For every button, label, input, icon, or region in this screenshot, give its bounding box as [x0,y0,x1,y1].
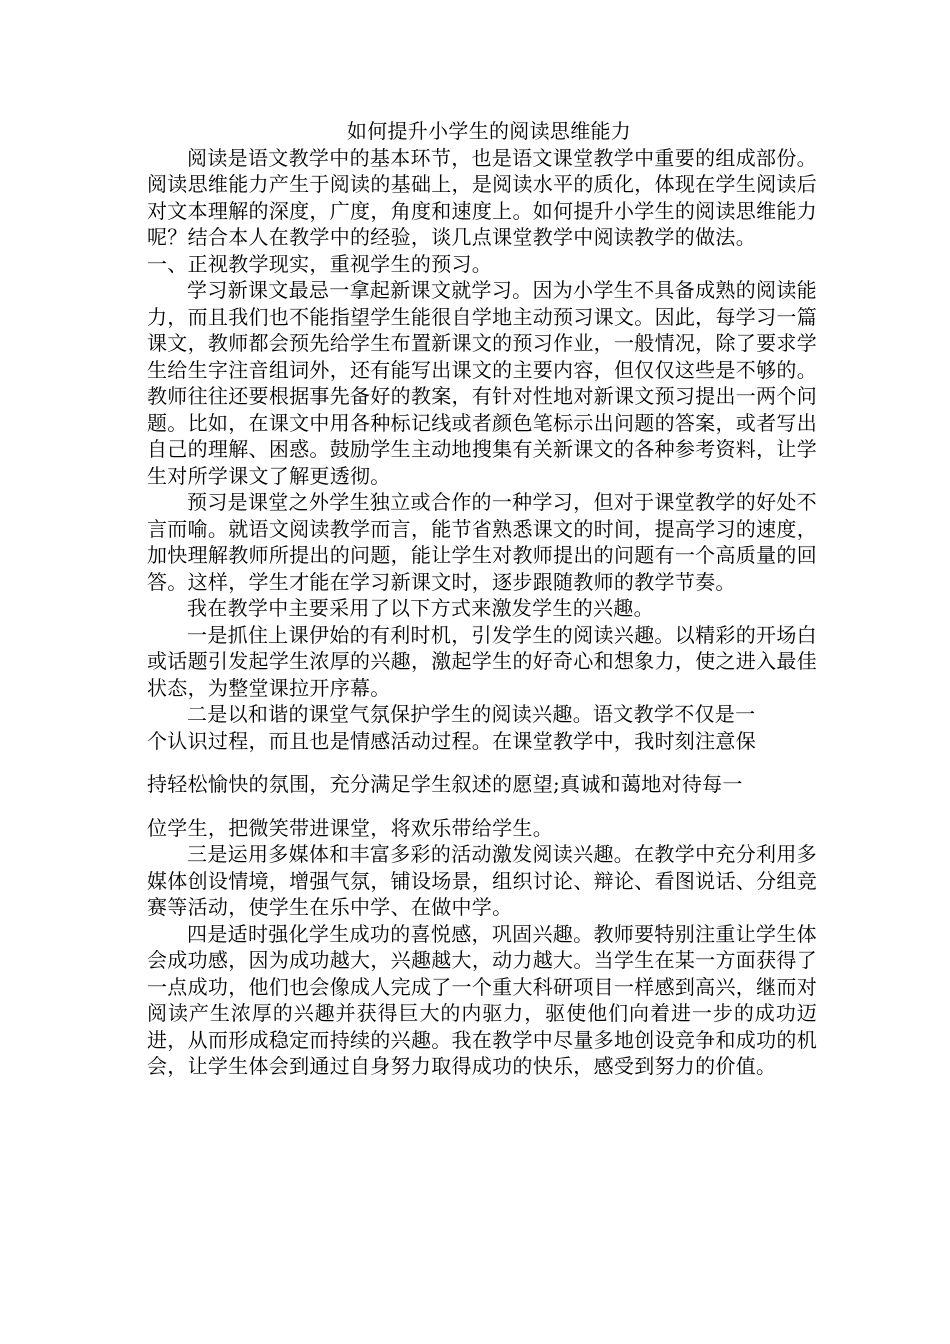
paragraph-method-3: 三是运用多媒体和丰富多彩的活动激发阅读兴趣。在教学中充分利用多媒体创设情境，增强气氛，铺设场景，组织讨论、辩论、看图说话、分组竞赛等活动，使学生在乐中学、在做中学。 [147,842,817,919]
section-heading-1: 一、正视教学现实，重视学生的预习。 [147,251,493,276]
document-body [147,118,817,1080]
paragraph-method-4: 四是适时强化学生成功的喜悦感，巩固兴趣。教师要特别注重让学生体会成功感，因为成功越大，兴趣越大，动力越大。当学生在某一方面获得了一点成功，他们也会像成人完成了一个重大科研项目一样感到高兴，继而对阅读产生浓厚的兴趣并获得巨大的内驱力，驱使他们向着进一步的成功迈进，从而形成稳定而持续的兴趣。我在教学中尽量多地创设竞争和成功的机会，让学生体会到通过自身努力取得成功的快乐，感受到努力的价值。 [147,921,817,1078]
paragraph-method-1: 一是抓住上课伊始的有利时机，引发学生的阅读兴趣。以精彩的开场白或话题引发起学生浓厚的兴趣，激起学生的好奇心和想象力，使之进入最佳状态，为整堂课拉开序幕。 [147,622,817,700]
paragraph-preview-habits: 学习新课文最忌一拿起新课文就学习。因为小学生不具备成熟的阅读能力，而且我们也不能指望学生能很自学地主动预习课文。因此，每学习一篇课文，教师都会预先给学生布置新课文的预习作业，一般情况，除了要求学生给生字注音组词外，还有能写出课文的主要内容，但仅仅这些是不够的。教师往往还要根据事先备好的教案，有针对性地对新课文预习提出一两个问题。比如，在课文中用各种标记线或者颜色笔标示出问题的答案，或者写出自己的理解、困惑。鼓励学生主动地搜集有关新课文的各种参考资料，让学生对所学课文了解更透彻。 [147,278,817,488]
paragraph-method-2-line-2: 个认识过程，而且也是情感活动过程。在课堂教学中，我时刻注意保 [147,728,756,753]
paragraph-interest-methods: 我在教学中主要采用了以下方式来激发学生的兴趣。 [187,596,654,620]
paragraph-method-2 [147,701,817,841]
document-title: 如何提升小学生的阅读思维能力 [346,119,632,143]
paragraph-preview-benefits: 预习是课堂之外学生独立或合作的一种学习，但对于课堂教学的好处不言而喻。就语文阅读教学而言，能节省熟悉课文的时间，提高学习的速度，加快理解教师所提出的问题，能让学生对教师提出的问题有一个高质量的回答。这样，学生才能在学习新课文时，逐步跟随教师的教学节奏。 [147,490,817,594]
paragraph-method-2-line-4: 位学生，把微笑带进课堂，将欢乐带给学生。 [147,815,553,840]
paragraph-method-2-line-1: 二是以和谐的课堂气氛保护学生的阅读兴趣。语文教学不仅是一 [187,702,756,726]
paragraph-method-2-line-3: 持轻松愉快的氛围，充分满足学生叙述的愿望;真诚和蔼地对待每一 [147,772,743,796]
paragraph-intro: 阅读是语文教学中的基本环节，也是语文课堂教学中重要的组成部份。阅读思维能力产生于阅读的基础上，是阅读水平的质化，体现在学生阅读后对文本理解的深度，广度，角度和速度上。如何提升小学生的阅读思维能力呢？结合本人在教学中的经验，谈几点课堂教学中阅读教学的做法。 [147,145,817,249]
